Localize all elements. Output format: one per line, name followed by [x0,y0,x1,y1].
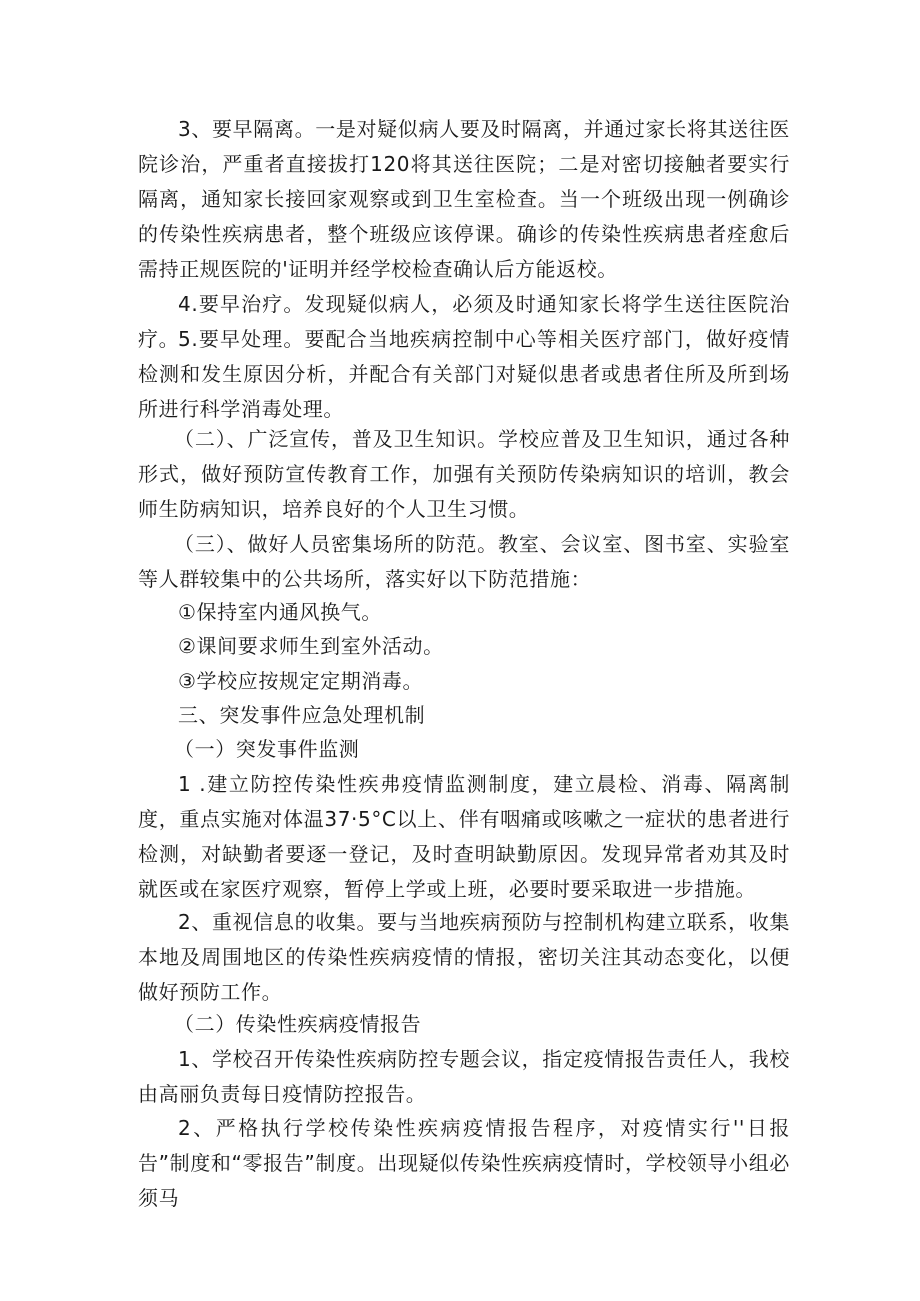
paragraph-publicity: （二）、广泛宣传，普及卫生知识。学校应普及卫生知识，通过各种形式，做好预防宣传教育工作，加强有关预防传染病知识的培训，教会师生防病知识，培养良好的个人卫生习惯。 [138,427,790,521]
list-item-ventilation: ①保持室内通风换气。 [178,600,382,624]
paragraph-early-treatment: 4.要早治疗。发现疑似病人，必须及时通知家长将学生送往医院治疗。 [138,292,790,351]
subheading-incident-monitoring: （一）突发事件监测 [174,737,360,761]
list-item-disinfection: ③学校应按规定定期消毒。 [178,669,424,693]
paragraph-crowded-places: （三）、做好人员密集场所的防范。教室、会议室、图书室、实验室等人群较集中的公共场所，落实好以下防范措施： [138,532,790,591]
paragraph-information-collection: 2、重视信息的收集。要与当地疾病预防与控制机构建立联系，收集本地及周围地区的传染性疾病疫情的情报，密切关注其动态变化，以便做好预防工作。 [138,910,790,1004]
paragraph-monitoring-system: 1 .建立防控传染性疾弗疫情监测制度，建立晨检、消毒、隔离制度，重点实施对体温37·5°C以上、伴有咽痛或咳嗽之一症状的患者进行检测，对缺勤者要逐一登记，及时查明缺勤原因。发现异常者劝其及时就医或在家医疗观察，暂停上学或上班，必要时要采取进一步措施。 [138,772,790,901]
section-heading-emergency-mechanism: 三、突发事件应急处理机制 [178,703,426,727]
paragraph-report-procedure: 2、严格执行学校传染性疾病疫情报告程序，对疫情实行''日报告”制度和“零报告”制度。出现疑似传染性疾病疫情时，学校领导小组必须马 [138,1116,790,1210]
paragraph-early-handling: 5.要早处理。要配合当地疾病控制中心等相关医疗部门，做好疫情检测和发生原因分析，并配合有关部门对疑似患者或患者住所及所到场所进行科学消毒处理。 [138,327,790,421]
paragraph-special-meeting: 1、学校召开传染性疾病防控专题会议，指定疫情报告责任人，我校由高丽负责每日疫情防控报告。 [138,1047,790,1106]
list-item-outdoor-activity: ②课间要求师生到室外活动。 [178,634,444,658]
subheading-epidemic-report: （二）传染性疾病疫情报告 [174,1012,422,1036]
paragraph-early-isolation: 3、要早隔离。一是对疑似病人要及时隔离，并通过家长将其送往医院诊治，严重者直接拔打120将其送往医院；二是对密切接触者要实行隔离，通知家长接回家观察或到卫生室检查。当一个班级出现一例确诊的传染性疾病患者，整个班级应该停课。确诊的传染性疾病患者痊愈后需持正规医院的'证明并经学校检查确认后方能返校。 [138,117,790,281]
